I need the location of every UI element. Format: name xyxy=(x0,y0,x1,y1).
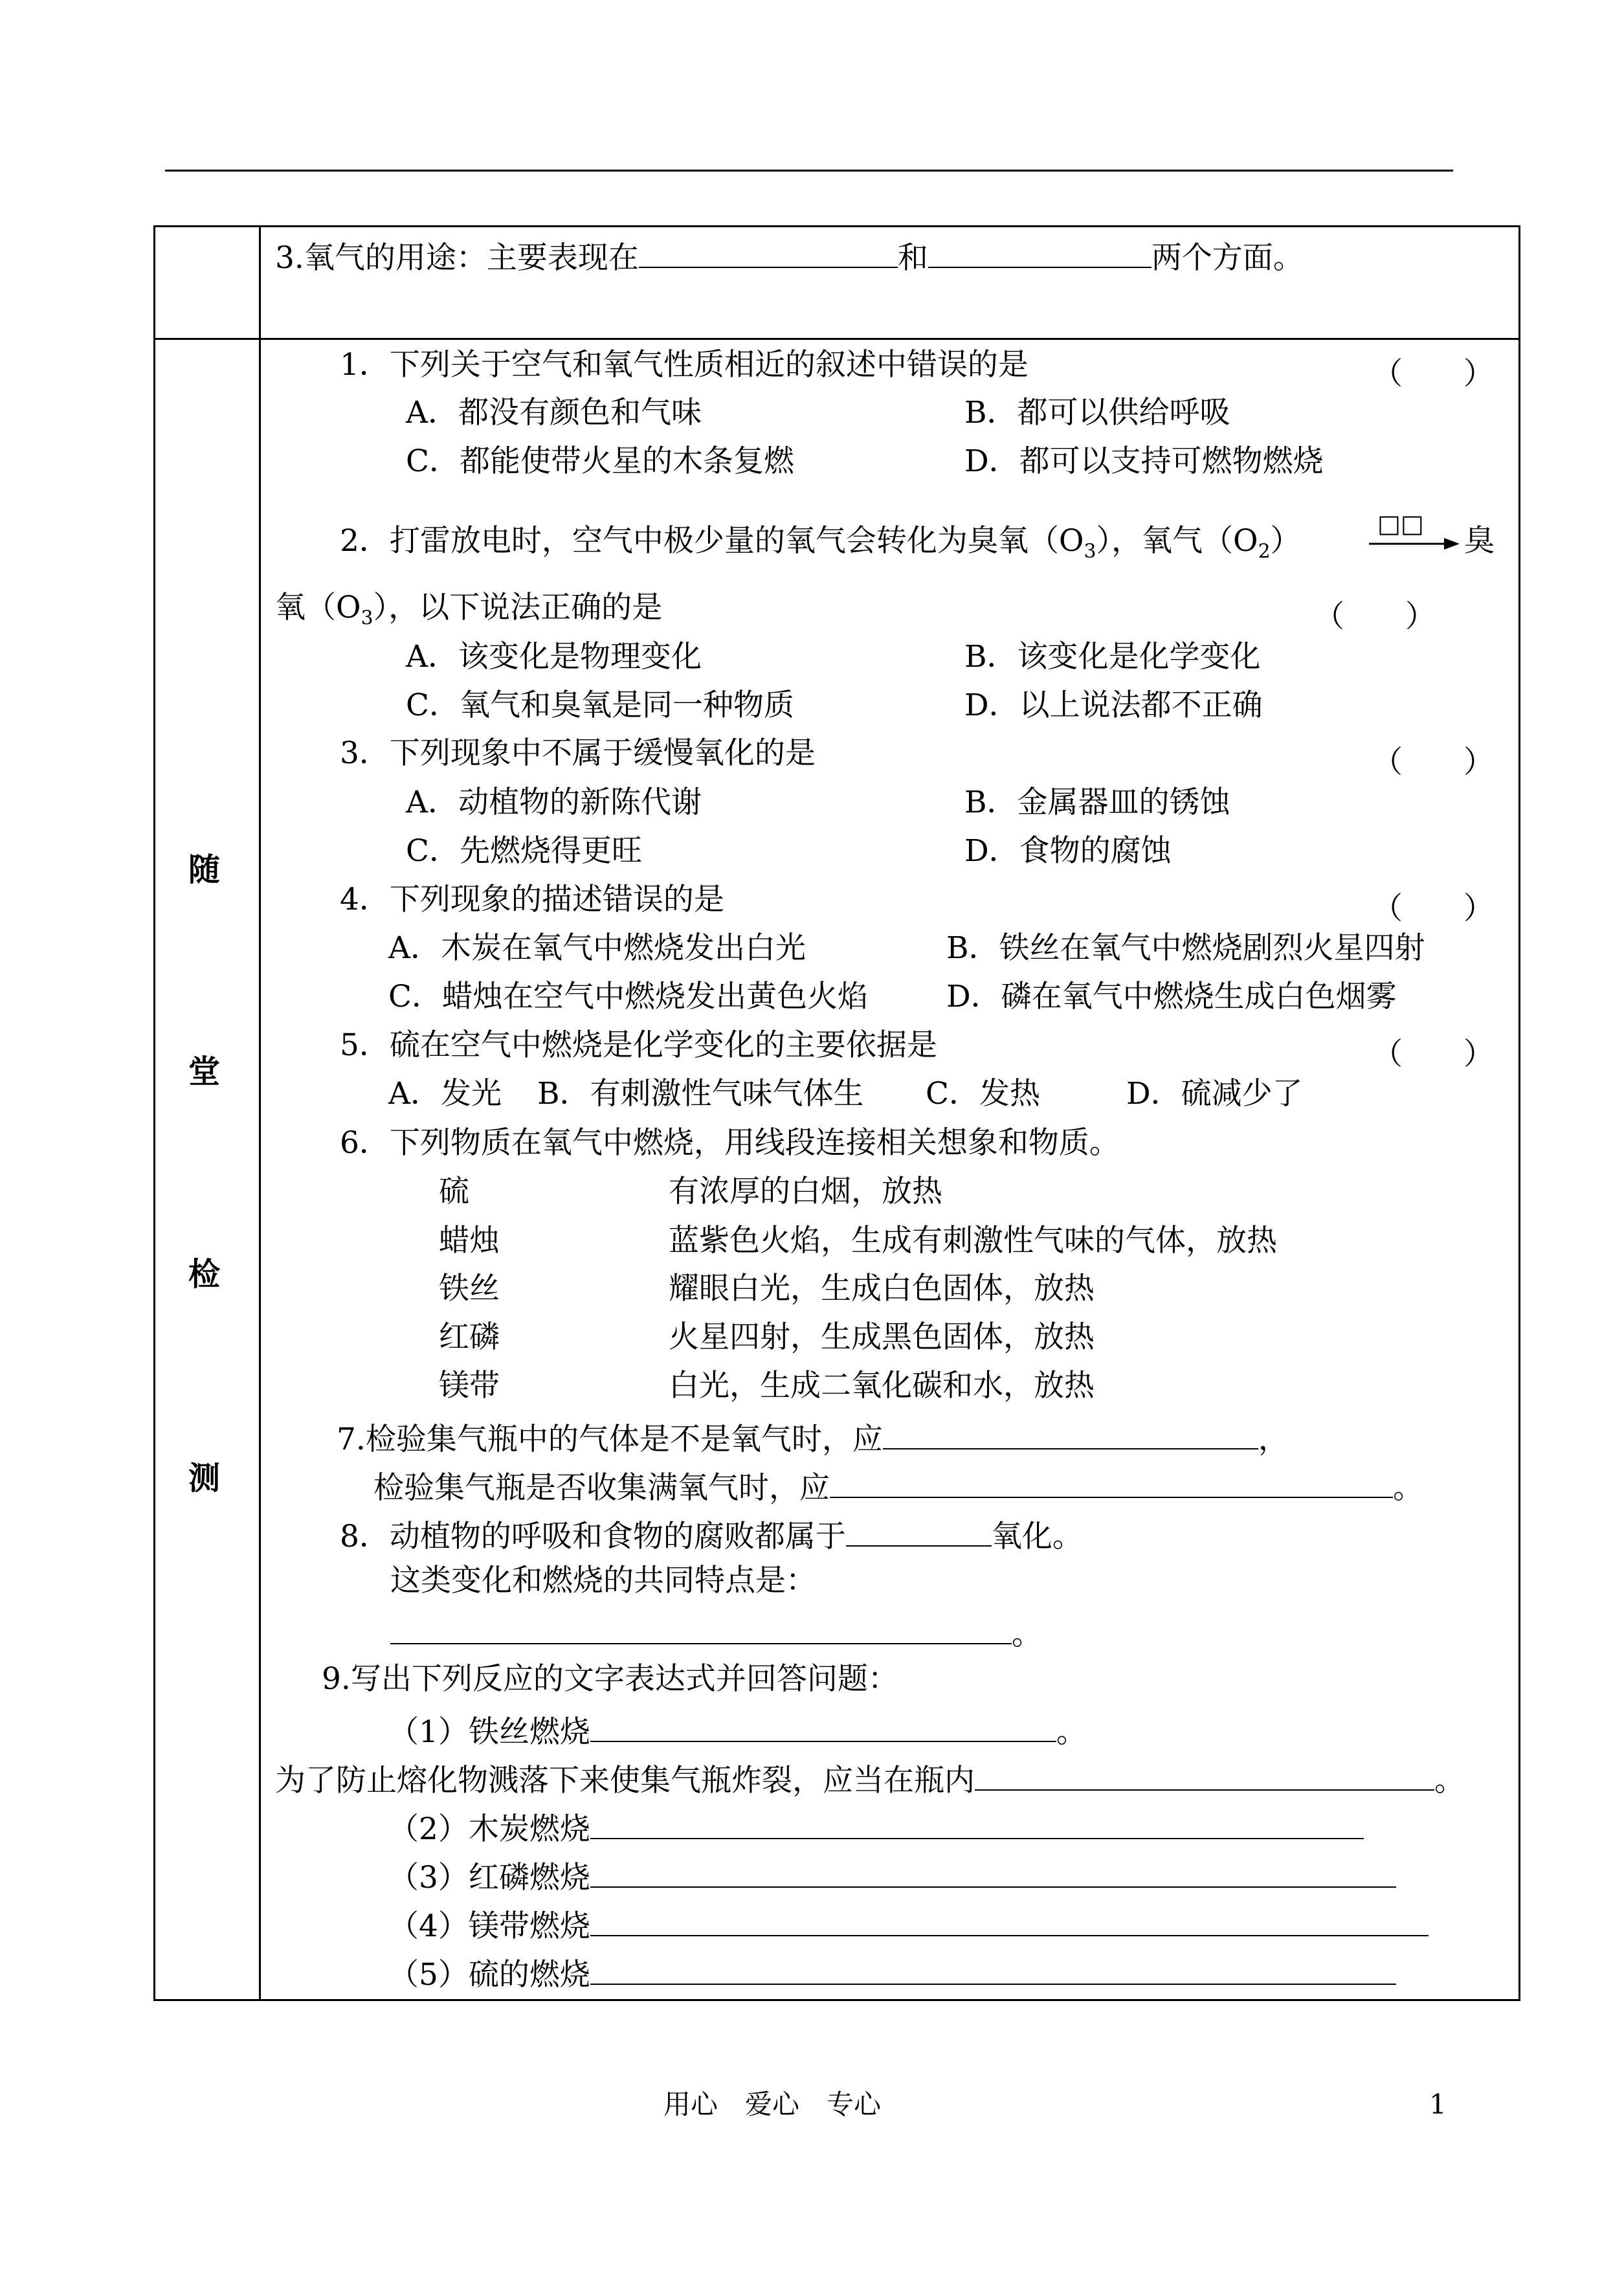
question-4-stem: 4．下列现象的描述错误的是 xyxy=(340,882,724,917)
reaction-item-2: （2）木炭燃烧 xyxy=(388,1809,1364,1844)
option-a[interactable]: A．木炭在氧气中燃烧发出白光 xyxy=(388,930,806,966)
answer-paren[interactable]: （ ） xyxy=(1314,599,1436,634)
question-5-stem: 5．硫在空气中燃烧是化学变化的主要依据是 xyxy=(340,1027,937,1063)
substance-item[interactable]: 蜡烛 xyxy=(439,1223,500,1258)
reaction-item-4: （4）镁带燃烧 xyxy=(388,1907,1429,1941)
reaction-arrow-label: □□ xyxy=(1377,509,1424,538)
option-d[interactable]: D．都可以支持可燃物燃烧 xyxy=(964,443,1324,479)
option-c[interactable]: C．蜡烛在空气中燃烧发出黄色火焰 xyxy=(388,979,868,1014)
reaction-item-1: （1）铁丝燃烧 。 xyxy=(388,1712,1087,1747)
option-c[interactable]: C．都能使带火星的木条复燃 xyxy=(406,443,794,479)
question-9-note: 为了防止熔化物溅落下来使集气瓶炸裂，应当在瓶内 。 xyxy=(275,1761,1465,1796)
side-label-char: 测 xyxy=(188,1459,221,1497)
option-a[interactable]: A．动植物的新陈代谢 xyxy=(406,785,702,820)
question-8-line1: 8．动植物的呼吸和食物的腐败都属于 氧化。 xyxy=(340,1517,1083,1552)
table-column-divider xyxy=(259,225,261,2000)
question-3-stem: 3．下列现象中不属于缓慢氧化的是 xyxy=(340,735,816,771)
option-b[interactable]: B．都可以供给呼吸 xyxy=(964,395,1230,431)
question-1-stem: 1．下列关于空气和氧气性质相近的叙述中错误的是 xyxy=(340,347,1029,383)
table-right-border xyxy=(1518,225,1520,2000)
question-8-line2: 这类变化和燃烧的共同特点是： xyxy=(390,1563,816,1598)
answer-paren[interactable]: （ ） xyxy=(1372,744,1494,780)
answer-blank[interactable] xyxy=(590,1858,1396,1888)
option-a[interactable]: A．都没有颜色和气味 xyxy=(406,395,702,431)
answer-blank[interactable] xyxy=(928,238,1151,268)
option-c[interactable]: C．先燃烧得更旺 xyxy=(406,833,642,869)
question-8-line3: 。 xyxy=(390,1615,1042,1650)
answer-blank[interactable] xyxy=(590,1809,1364,1839)
answer-blank[interactable] xyxy=(390,1615,1012,1644)
substance-item[interactable]: 硫 xyxy=(439,1174,469,1209)
question-2-stem: 2．打雷放电时，空气中极少量的氧气会转化为臭氧$(O_3)$，氧气$(O_2)$ xyxy=(340,523,1301,563)
option-d[interactable]: D．食物的腐蚀 xyxy=(964,833,1172,869)
answer-blank[interactable] xyxy=(975,1761,1434,1791)
side-label-char: 检 xyxy=(188,1255,221,1293)
phenomenon-item[interactable]: 耀眼白光，生成白色固体，放热 xyxy=(669,1271,1095,1306)
option-c[interactable]: C．氧气和臭氧是同一种物质 xyxy=(406,688,794,723)
option-c[interactable]: C．发热 xyxy=(926,1076,1040,1112)
oxygen-uses-item: 3.氧气的用途：主要表现在 和 两个方面。 xyxy=(275,238,1304,273)
side-label-char: 随 xyxy=(188,851,221,888)
reaction-item-5: （5）硫的燃烧 xyxy=(388,1955,1396,1990)
question-9-stem: 9.写出下列反应的文字表达式并回答问题： xyxy=(322,1661,898,1697)
option-b[interactable]: B．铁丝在氧气中燃烧剧烈火星四射 xyxy=(946,930,1425,966)
option-d[interactable]: D．以上说法都不正确 xyxy=(964,688,1263,723)
table-row-divider xyxy=(153,338,1520,340)
phenomenon-item[interactable]: 火星四射，生成黑色固体，放热 xyxy=(669,1319,1095,1355)
header-rule xyxy=(165,170,1453,172)
footer-motto: 用心 爱心 专心 xyxy=(663,2088,882,2120)
option-b[interactable]: B．金属器皿的锈蚀 xyxy=(964,785,1230,820)
question-2-stem-end: 臭 xyxy=(1464,523,1495,559)
answer-blank[interactable] xyxy=(883,1420,1258,1449)
answer-blank[interactable] xyxy=(590,1955,1396,1985)
question-7-line1: 7.检验集气瓶中的气体是不是氧气时，应 ， xyxy=(337,1420,1289,1455)
substance-item[interactable]: 红磷 xyxy=(439,1319,500,1355)
option-b[interactable]: B．有刺激性气味气体生 xyxy=(537,1076,864,1112)
answer-paren[interactable]: （ ） xyxy=(1372,356,1494,392)
option-a[interactable]: A．发光 xyxy=(388,1076,502,1112)
option-a[interactable]: A．该变化是物理变化 xyxy=(406,639,702,675)
answer-paren[interactable]: （ ） xyxy=(1372,891,1494,926)
question-7-line2: 检验集气瓶是否收集满氧气时，应 。 xyxy=(373,1468,1423,1503)
option-b[interactable]: B．该变化是化学变化 xyxy=(964,639,1261,675)
answer-blank[interactable] xyxy=(830,1468,1393,1498)
reaction-item-3: （3）红磷燃烧 xyxy=(388,1858,1396,1893)
substance-item[interactable]: 铁丝 xyxy=(439,1271,500,1306)
table-top-border xyxy=(153,225,1520,227)
question-2-stem-line2: 氧$(O_3)$，以下说法正确的是 xyxy=(275,590,663,630)
answer-blank[interactable] xyxy=(590,1712,1056,1742)
answer-blank[interactable] xyxy=(639,238,898,268)
answer-blank[interactable] xyxy=(846,1517,992,1547)
reaction-arrow-icon xyxy=(1369,536,1460,552)
phenomenon-item[interactable]: 有浓厚的白烟，放热 xyxy=(669,1174,942,1209)
question-6-stem: 6．下列物质在氧气中燃烧，用线段连接相关想象和物质。 xyxy=(340,1125,1120,1161)
page-number: 1 xyxy=(1429,2088,1447,2120)
phenomenon-item[interactable]: 蓝紫色火焰，生成有刺激性气味的气体，放热 xyxy=(669,1223,1277,1258)
table-left-border xyxy=(153,225,155,2000)
phenomenon-item[interactable]: 白光，生成二氧化碳和水，放热 xyxy=(669,1368,1095,1404)
option-d[interactable]: D．磷在氧气中燃烧生成白色烟雾 xyxy=(946,979,1397,1014)
answer-blank[interactable] xyxy=(590,1907,1429,1936)
answer-paren[interactable]: （ ） xyxy=(1372,1036,1494,1072)
table-bottom-border xyxy=(153,1999,1520,2001)
option-d[interactable]: D．硫减少了 xyxy=(1126,1076,1303,1112)
substance-item[interactable]: 镁带 xyxy=(439,1368,500,1404)
side-label-char: 堂 xyxy=(188,1053,221,1090)
